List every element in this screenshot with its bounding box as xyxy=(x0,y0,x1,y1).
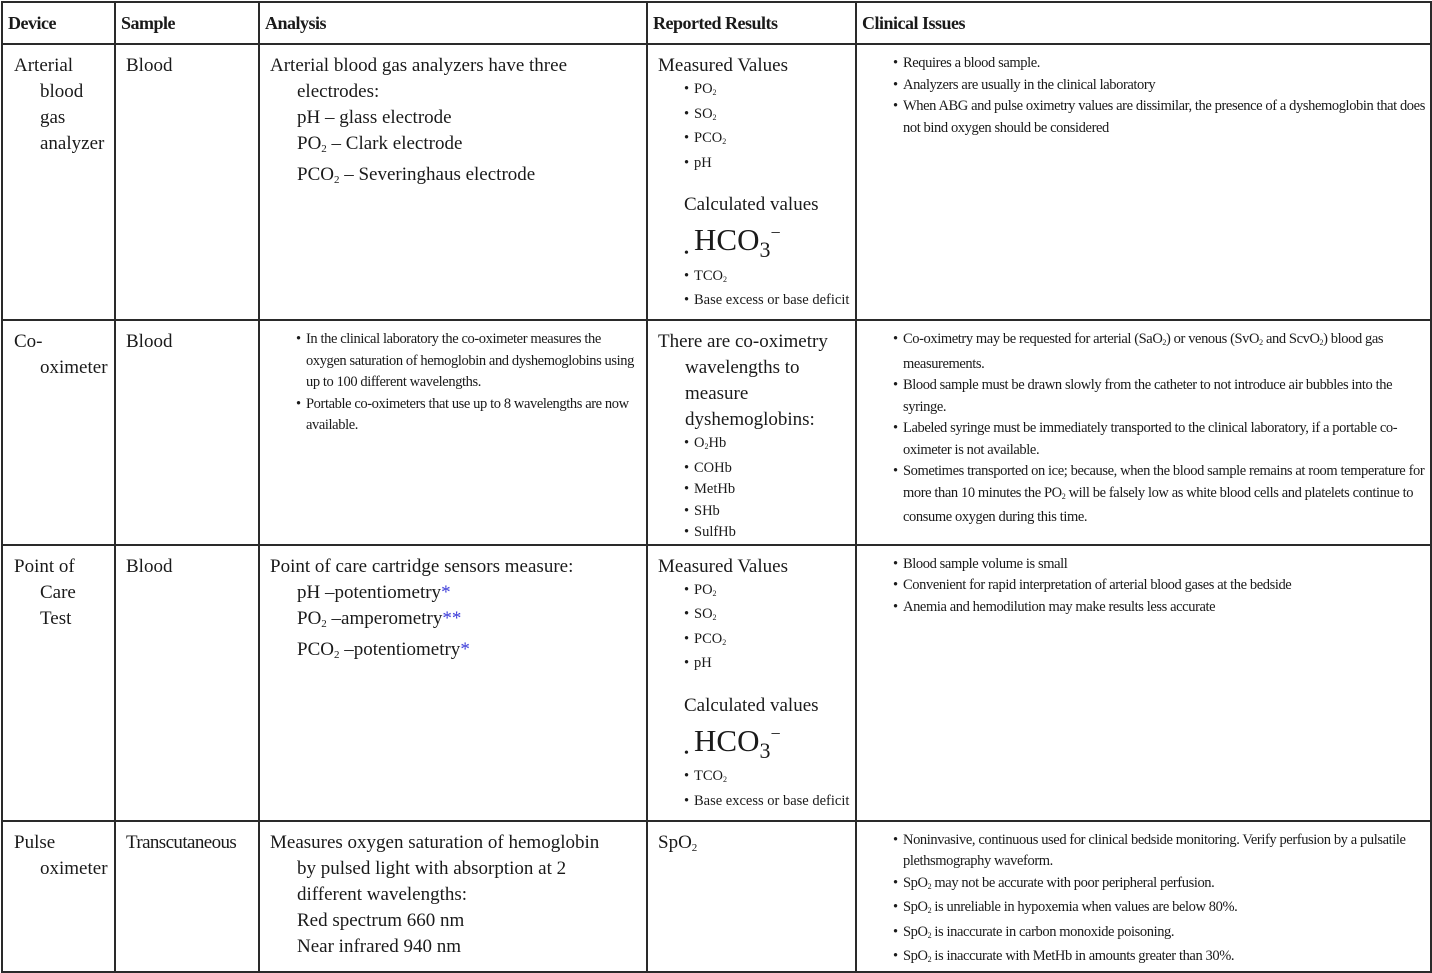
bicarbonate-formula: • $HCO_3^-$ xyxy=(684,722,781,764)
clinical-issues-cell xyxy=(856,821,1431,972)
footnote-marker: ** xyxy=(442,607,462,629)
analysis-line: Red spectrum 660 nm xyxy=(297,909,465,931)
list-item: • Base excess or base deficit xyxy=(684,791,851,813)
list-item: • Blood sample must be drawn slowly from the catheter to not introduce air bubbles into the syringe. xyxy=(893,375,1426,418)
results-intro-line: measure xyxy=(685,383,749,404)
results-intro-line: There are co-oximetry xyxy=(658,331,828,352)
list-item: • SulfHb xyxy=(684,522,851,544)
calculated-values-list xyxy=(658,266,851,312)
device-name-line: Co- xyxy=(14,331,43,352)
clinical-issues-list xyxy=(893,830,1426,971)
analysis-cell xyxy=(259,545,647,821)
device-name-line: Point of xyxy=(14,555,75,577)
list-item: • $PO_2$ xyxy=(684,580,851,605)
measured-values-list xyxy=(658,580,851,675)
header-reported-results: Reported Results xyxy=(647,2,856,44)
list-item: • Noninvasive, continuous used for clinical bedside monitoring. Verify perfusion by a pulsatile plethsmography waveform. xyxy=(893,830,1426,873)
results-intro-line: wavelengths to xyxy=(685,357,800,378)
list-item: • Sometimes transported on ice; because, when the blood sample remains at room temperature for more than 10 minutes the $PO_2$ will be falsely low as white blood cells and platelets continue to consume oxygen during this time. xyxy=(893,461,1426,529)
table-row xyxy=(2,821,1431,972)
analysis-cell xyxy=(259,320,647,545)
clinical-issues-list xyxy=(893,554,1426,619)
device-cell xyxy=(2,44,115,320)
analysis-bullets xyxy=(296,329,642,437)
footnote-marker: * xyxy=(460,638,470,660)
reported-results-cell xyxy=(647,320,856,545)
device-name-line: blood xyxy=(40,81,84,102)
analysis-line: pH –potentiometry* xyxy=(297,581,451,603)
clinical-issues-cell xyxy=(856,44,1431,320)
device-name-line: Test xyxy=(40,607,72,629)
device-cell xyxy=(2,320,115,545)
list-item: • SpO$_2$ is inaccurate in carbon monoxide poisoning. xyxy=(893,922,1426,947)
list-item: • SpO$_2$ may not be accurate with poor peripheral perfusion. xyxy=(893,873,1426,898)
clinical-issues-cell xyxy=(856,545,1431,821)
analysis-cell xyxy=(259,44,647,320)
clinical-issues-list xyxy=(893,53,1426,139)
device-name-line: Arterial xyxy=(14,55,74,76)
sample-cell: Blood xyxy=(115,545,259,821)
measured-values-title: Measured Values xyxy=(658,555,788,577)
results-intro-line: dyshemoglobins: xyxy=(685,409,815,430)
analysis-intro: Point of care cartridge sensors measure: xyxy=(270,555,574,577)
analysis-cell xyxy=(259,821,647,972)
header-row xyxy=(2,2,1431,44)
list-item: • MetHb xyxy=(684,479,851,501)
analysis-line: by pulsed light with absorption at 2 xyxy=(297,857,567,879)
device-name-line: analyzer xyxy=(40,133,105,154)
list-item: • COHb xyxy=(684,458,851,480)
list-item: • SHb xyxy=(684,501,851,523)
device-cell xyxy=(2,545,115,821)
list-item: • Base excess or base deficit xyxy=(684,290,851,312)
list-item: • $TCO_2$ xyxy=(684,266,851,291)
reported-results-cell xyxy=(647,821,856,972)
device-comparison-table xyxy=(1,1,1432,973)
table-row xyxy=(2,320,1431,545)
analysis-intro-cont: electrodes: xyxy=(297,81,380,102)
list-item: • $SO_2$ xyxy=(684,104,851,129)
sample-cell: Transcutaneous xyxy=(115,821,259,972)
header-device: Device xyxy=(2,2,115,44)
list-item: • Analyzers are usually in the clinical laboratory xyxy=(893,75,1426,97)
clinical-issues-cell xyxy=(856,320,1431,545)
sample-cell: Blood xyxy=(115,320,259,545)
measured-values-list xyxy=(658,79,851,174)
analysis-intro: Measures oxygen saturation of hemoglobin xyxy=(270,831,600,853)
list-item: • $PO_2$ xyxy=(684,79,851,104)
list-item: • pH xyxy=(684,653,851,675)
device-cell xyxy=(2,821,115,972)
analysis-line: Near infrared 940 nm xyxy=(297,935,462,957)
device-name-line: Pulse xyxy=(14,831,56,853)
header-clinical-issues: Clinical Issues xyxy=(856,2,1431,44)
device-name-line: oximeter xyxy=(40,857,108,879)
header-sample: Sample xyxy=(115,2,259,44)
list-item: • Anemia and hemodilution may make results less accurate xyxy=(893,597,1426,619)
device-name-line: gas xyxy=(40,107,66,128)
analysis-line: $PCO_2$ – Severinghaus electrode xyxy=(297,164,536,186)
list-item: • $PCO_2$ xyxy=(684,629,851,654)
calculated-values-title: Calculated values xyxy=(684,694,819,716)
clinical-issues-list xyxy=(893,329,1426,529)
measured-values-title: Measured Values xyxy=(658,55,788,76)
analysis-line: $PCO_2$ –potentiometry* xyxy=(297,638,470,661)
analysis-line: different wavelengths: xyxy=(297,883,468,905)
list-item: • $O_2Hb$ xyxy=(684,433,851,458)
list-item: • In the clinical laboratory the co-oximeter measures the oxygen saturation of hemoglobin and dyshemoglobins using up to 100 different wavelengths. xyxy=(296,329,642,394)
header-analysis: Analysis xyxy=(259,2,647,44)
spo2-value: SpO$_2$ xyxy=(658,831,698,854)
list-item: • $TCO_2$ xyxy=(684,766,851,791)
list-item: • When ABG and pulse oximetry values are dissimilar, the presence of a dyshemoglobin that does not bind oxygen should be considered xyxy=(893,96,1426,139)
table-row xyxy=(2,545,1431,821)
analysis-intro: Arterial blood gas analyzers have three xyxy=(270,55,568,76)
device-name-line: oximeter xyxy=(40,357,108,378)
footnote-marker: * xyxy=(441,581,451,603)
analysis-line: pH – glass electrode xyxy=(297,107,452,128)
list-item: • Labeled syringe must be immediately transported to the clinical laboratory, if a portable co-oximeter is not available. xyxy=(893,418,1426,461)
list-item: • Portable co-oximeters that use up to 8 wavelengths are now available. xyxy=(296,394,642,437)
list-item: • Convenient for rapid interpretation of arterial blood gases at the bedside xyxy=(893,575,1426,597)
reported-results-cell xyxy=(647,44,856,320)
list-item: • pH xyxy=(684,153,851,175)
analysis-line: $PO_2$ – Clark electrode xyxy=(297,133,463,155)
list-item: • SpO$_2$ is inaccurate with MetHb in amounts greater than 30%. xyxy=(893,946,1426,971)
list-item: • SpO$_2$ is unreliable in hypoxemia when values are below 80%. xyxy=(893,897,1426,922)
dyshemoglobin-list xyxy=(658,433,851,544)
analysis-line: $PO_2$ –amperometry** xyxy=(297,607,462,630)
device-name-line: Care xyxy=(40,581,76,603)
list-item: • $PCO_2$ xyxy=(684,128,851,153)
list-item: • Blood sample volume is small xyxy=(893,554,1426,576)
list-item: • Requires a blood sample. xyxy=(893,53,1426,75)
list-item: • $SO_2$ xyxy=(684,604,851,629)
calculated-values-title: Calculated values xyxy=(684,194,819,215)
list-item: • Co-oximetry may be requested for arterial (SaO$_2$) or venous (SvO$_2$ and ScvO$_2$) blood gas measurements. xyxy=(893,329,1426,375)
calculated-values-list xyxy=(658,766,851,812)
reported-results-cell xyxy=(647,545,856,821)
bicarbonate-formula: • $HCO_3^-$ xyxy=(684,222,781,263)
table-row xyxy=(2,44,1431,320)
sample-cell: Blood xyxy=(115,44,259,320)
